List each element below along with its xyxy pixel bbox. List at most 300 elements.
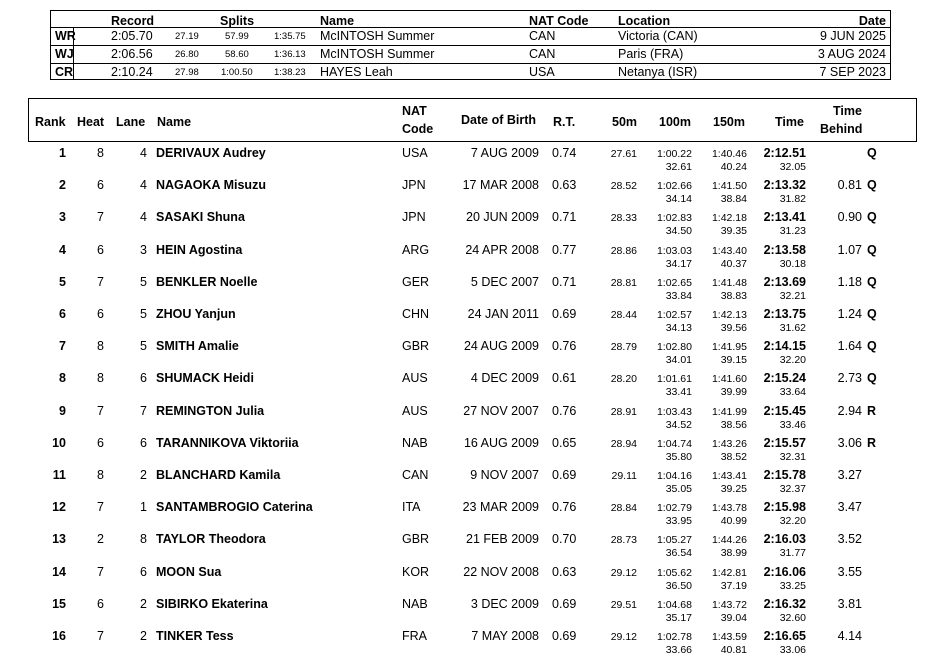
result-rank: 5 (59, 274, 66, 289)
record-split-50: 26.80 (175, 49, 199, 60)
result-split-100: 1:02.57 (656, 309, 692, 321)
result-split-50: 28.73 (610, 534, 637, 547)
result-reaction-time: 0.61 (552, 371, 577, 386)
result-nat: USA (402, 146, 428, 160)
record-row-wj (51, 46, 890, 63)
result-split-100: 1:05.27 (656, 534, 692, 547)
result-nat: JPN (402, 178, 426, 193)
result-final-time: 2:16.65 (763, 629, 806, 643)
result-name: TINKER Tess (156, 629, 234, 643)
result-split-50: 28.91 (610, 405, 637, 418)
header-lane: Lane (116, 115, 146, 129)
header-rank: Rank (35, 115, 66, 129)
result-split-150: 1:41.48 (711, 276, 747, 289)
result-rank: 16 (52, 629, 66, 643)
record-split-100: 58.60 (225, 49, 249, 60)
result-heat: 8 (97, 339, 104, 354)
result-rank: 2 (59, 178, 66, 193)
result-split-50: 28.52 (610, 180, 637, 193)
result-lane: 2 (140, 629, 147, 643)
result-dob: 27 NOV 2007 (463, 403, 539, 418)
result-split-100: 1:00.22 (656, 148, 692, 160)
records-table (50, 10, 891, 80)
result-diff-100: 34.01 (665, 354, 692, 367)
result-rank: 8 (59, 371, 66, 386)
result-time-behind: 0.90 (837, 210, 862, 225)
result-reaction-time: 0.70 (552, 532, 577, 547)
record-date: 3 AUG 2024 (817, 47, 886, 61)
result-lane: 2 (140, 468, 147, 482)
result-qualification: R (867, 435, 877, 450)
result-diff-100: 33.66 (665, 644, 692, 656)
result-heat: 6 (97, 307, 104, 321)
records-header-location: Location (618, 14, 671, 28)
result-nat: NAB (402, 596, 428, 611)
result-dob: 17 MAR 2008 (462, 178, 539, 193)
record-row-wr (51, 28, 890, 45)
result-split-150: 1:43.40 (711, 244, 747, 257)
result-name: TAYLOR Theodora (156, 532, 266, 547)
result-heat: 6 (97, 242, 104, 257)
result-diff-200: 32.20 (779, 515, 806, 528)
result-heat: 2 (97, 532, 104, 547)
result-heat: 8 (97, 468, 104, 482)
record-holder: McINTOSH Summer (320, 47, 435, 61)
header-150m: 150m (713, 115, 745, 129)
result-diff-150: 40.37 (720, 257, 747, 270)
result-nat: JPN (402, 210, 426, 225)
record-nat: USA (529, 65, 555, 79)
record-nat: CAN (529, 47, 556, 61)
result-qualification: Q (867, 371, 877, 386)
result-split-50: 28.86 (610, 244, 637, 257)
result-final-time: 2:13.41 (763, 210, 806, 225)
result-split-150: 1:42.13 (711, 309, 747, 321)
result-lane: 1 (140, 500, 147, 515)
result-row (0, 306, 950, 338)
result-diff-100: 34.17 (665, 257, 692, 270)
result-qualification: Q (867, 242, 877, 257)
result-split-50: 29.11 (611, 470, 637, 482)
header-time: Time (775, 115, 804, 129)
result-rank: 11 (52, 468, 66, 482)
result-heat: 6 (97, 596, 104, 611)
result-final-time: 2:15.78 (763, 468, 806, 482)
result-diff-150: 38.99 (720, 547, 747, 560)
result-time-behind: 3.81 (837, 596, 862, 611)
result-split-100: 1:04.68 (656, 598, 692, 611)
result-diff-200: 32.37 (779, 483, 806, 495)
result-diff-150: 40.99 (720, 515, 747, 528)
result-final-time: 2:15.45 (763, 403, 806, 418)
result-time-behind: 1.64 (837, 339, 862, 354)
result-split-50: 28.20 (610, 373, 637, 386)
result-split-100: 1:02.65 (656, 276, 692, 289)
record-holder: McINTOSH Summer (320, 29, 435, 43)
result-heat: 7 (97, 403, 104, 418)
result-nat: CAN (402, 468, 429, 482)
record-split-50: 27.98 (175, 67, 199, 78)
record-split-50: 27.19 (175, 31, 199, 42)
result-split-150: 1:43.26 (711, 437, 747, 450)
result-diff-200: 30.18 (779, 257, 806, 270)
result-dob: 5 DEC 2007 (470, 274, 539, 289)
record-split-100: 1:00.50 (221, 67, 253, 78)
result-heat: 8 (97, 146, 104, 160)
result-lane: 5 (140, 307, 147, 321)
result-row (0, 596, 950, 628)
result-split-100: 1:02.79 (656, 502, 692, 515)
result-diff-200: 33.64 (779, 386, 806, 399)
result-nat: ITA (402, 500, 421, 515)
result-name: SIBIRKO Ekaterina (156, 596, 268, 611)
result-split-50: 27.61 (610, 148, 637, 160)
result-nat: FRA (402, 629, 427, 643)
result-diff-100: 35.80 (665, 450, 692, 463)
result-diff-200: 31.77 (779, 547, 806, 560)
records-header-nat: NAT Code (529, 14, 589, 28)
result-nat: NAB (402, 435, 428, 450)
result-name: BLANCHARD Kamila (156, 468, 281, 482)
result-diff-200: 31.23 (779, 225, 806, 238)
result-split-100: 1:03.43 (656, 405, 692, 418)
result-heat: 7 (97, 274, 104, 289)
result-diff-150: 39.99 (720, 386, 747, 399)
result-name: SMITH Amalie (156, 339, 239, 354)
result-row (0, 242, 950, 274)
result-rank: 15 (52, 596, 66, 611)
result-split-150: 1:43.72 (711, 598, 747, 611)
result-split-150: 1:43.78 (711, 502, 747, 515)
result-diff-100: 35.05 (665, 483, 692, 495)
result-time-behind: 1.24 (837, 307, 862, 321)
result-rank: 12 (52, 500, 66, 515)
result-dob: 9 NOV 2007 (470, 468, 539, 482)
record-date: 7 SEP 2023 (819, 65, 886, 79)
result-dob: 22 NOV 2008 (463, 564, 539, 579)
results-header (28, 98, 917, 142)
header-nat-line2: Code (402, 122, 434, 136)
record-split-150: 1:35.75 (274, 31, 306, 42)
result-final-time: 2:12.51 (763, 146, 806, 160)
result-final-time: 2:15.24 (763, 371, 806, 386)
result-row (0, 145, 950, 177)
result-qualification: Q (867, 178, 877, 193)
result-diff-100: 34.13 (665, 322, 692, 334)
result-row (0, 338, 950, 370)
record-type: WJ (55, 47, 74, 61)
record-split-150: 1:36.13 (274, 49, 306, 60)
result-split-100: 1:02.78 (656, 631, 692, 643)
result-time-behind: 2.73 (837, 371, 862, 386)
record-nat: CAN (529, 29, 556, 43)
result-row (0, 564, 950, 596)
result-final-time: 2:14.15 (763, 339, 806, 354)
record-location: Netanya (ISR) (618, 65, 698, 79)
result-row (0, 628, 950, 660)
result-reaction-time: 0.71 (552, 210, 577, 225)
result-time-behind: 3.47 (837, 500, 862, 515)
header-behind-line2: Behind (820, 122, 863, 136)
result-split-150: 1:41.95 (711, 341, 747, 354)
result-lane: 4 (140, 210, 147, 225)
result-reaction-time: 0.77 (552, 242, 577, 257)
result-diff-200: 33.06 (779, 644, 806, 656)
result-qualification: Q (867, 146, 877, 160)
result-split-50: 29.12 (610, 631, 637, 643)
result-diff-200: 31.62 (779, 322, 806, 334)
result-reaction-time: 0.63 (552, 564, 577, 579)
result-lane: 4 (140, 178, 147, 193)
record-holder: HAYES Leah (320, 65, 393, 79)
result-dob: 16 AUG 2009 (463, 435, 539, 450)
result-nat: AUS (402, 371, 428, 386)
result-diff-100: 35.17 (665, 611, 692, 624)
result-lane: 3 (140, 242, 147, 257)
result-diff-150: 38.56 (720, 418, 747, 431)
result-diff-200: 32.21 (779, 289, 806, 302)
result-reaction-time: 0.69 (552, 596, 577, 611)
result-dob: 21 FEB 2009 (466, 532, 539, 547)
result-diff-100: 34.14 (665, 193, 692, 206)
result-heat: 6 (97, 178, 104, 193)
header-100m: 100m (659, 115, 691, 129)
result-rank: 1 (59, 146, 66, 160)
result-diff-100: 36.54 (665, 547, 692, 560)
result-name: SANTAMBROGIO Caterina (156, 500, 313, 515)
result-diff-100: 33.95 (665, 515, 692, 528)
result-rank: 9 (59, 403, 66, 418)
result-nat: GBR (402, 532, 430, 547)
result-split-150: 1:41.60 (711, 373, 747, 386)
result-lane: 8 (140, 532, 147, 547)
result-rank: 4 (59, 242, 66, 257)
result-split-150: 1:41.50 (711, 180, 747, 193)
result-rank: 14 (52, 564, 66, 579)
result-diff-200: 32.20 (779, 354, 806, 367)
result-diff-200: 33.25 (779, 579, 806, 592)
records-header-name: Name (320, 14, 355, 28)
result-nat: ARG (402, 242, 430, 257)
result-lane: 2 (140, 596, 147, 611)
result-heat: 7 (97, 210, 104, 225)
record-time: 2:05.70 (111, 29, 153, 43)
result-heat: 7 (97, 500, 104, 515)
result-heat: 7 (97, 564, 104, 579)
result-time-behind: 0.81 (837, 178, 862, 193)
result-reaction-time: 0.74 (552, 146, 577, 160)
header-50m: 50m (612, 115, 638, 129)
result-final-time: 2:13.75 (763, 307, 806, 321)
result-final-time: 2:13.32 (763, 178, 806, 193)
result-row (0, 467, 950, 499)
result-final-time: 2:13.58 (763, 242, 806, 257)
result-split-150: 1:41.99 (711, 405, 747, 418)
result-row (0, 177, 950, 209)
result-split-150: 1:42.18 (711, 212, 747, 225)
result-split-100: 1:02.83 (656, 212, 692, 225)
result-diff-150: 39.04 (720, 611, 747, 624)
record-row-cr (51, 64, 890, 81)
result-split-50: 28.44 (610, 309, 637, 321)
record-split-100: 57.99 (225, 31, 249, 42)
result-time-behind: 1.18 (837, 274, 862, 289)
result-time-behind: 2.94 (837, 403, 862, 418)
result-diff-200: 32.60 (779, 611, 806, 624)
result-diff-100: 36.50 (665, 579, 692, 592)
result-final-time: 2:15.57 (763, 435, 806, 450)
result-qualification: Q (867, 307, 877, 321)
result-diff-200: 32.31 (779, 450, 806, 463)
result-lane: 6 (140, 371, 147, 386)
result-diff-150: 38.52 (720, 450, 747, 463)
header-rt: R.T. (553, 115, 576, 129)
result-row (0, 209, 950, 241)
result-reaction-time: 0.76 (552, 500, 577, 515)
result-final-time: 2:13.69 (763, 274, 806, 289)
result-name: ZHOU Yanjun (156, 307, 236, 321)
result-split-150: 1:43.59 (711, 631, 747, 643)
result-diff-150: 38.84 (720, 193, 747, 206)
result-diff-200: 32.05 (779, 161, 806, 173)
result-row (0, 274, 950, 306)
result-split-150: 1:40.46 (711, 148, 747, 160)
result-nat: GBR (402, 339, 430, 354)
result-dob: 3 DEC 2009 (470, 596, 539, 611)
result-lane: 6 (140, 435, 147, 450)
result-name: DERIVAUX Audrey (156, 146, 266, 160)
result-dob: 23 MAR 2009 (462, 500, 539, 515)
result-time-behind: 3.06 (837, 435, 862, 450)
result-final-time: 2:16.03 (763, 532, 806, 547)
result-split-50: 29.51 (610, 598, 637, 611)
result-diff-150: 40.24 (720, 161, 747, 173)
header-dob: Date of Birth (461, 113, 536, 127)
result-final-time: 2:16.06 (763, 564, 806, 579)
result-name: BENKLER Noelle (156, 274, 258, 289)
result-reaction-time: 0.69 (552, 629, 577, 643)
record-type: CR (55, 65, 74, 79)
result-split-150: 1:43.41 (711, 470, 747, 482)
result-split-100: 1:04.74 (656, 437, 692, 450)
result-time-behind: 4.14 (837, 629, 862, 643)
record-date: 9 JUN 2025 (819, 29, 886, 43)
result-lane: 5 (140, 274, 147, 289)
result-split-50: 28.84 (610, 502, 637, 515)
result-split-150: 1:42.81 (711, 566, 747, 579)
result-time-behind: 3.52 (837, 532, 862, 547)
header-heat: Heat (77, 115, 105, 129)
result-diff-150: 40.81 (720, 644, 747, 656)
result-dob: 24 APR 2008 (465, 242, 539, 257)
result-diff-100: 33.41 (665, 386, 692, 399)
result-nat: GER (402, 274, 430, 289)
result-split-50: 29.12 (610, 566, 637, 579)
result-dob: 7 AUG 2009 (470, 146, 539, 160)
result-diff-150: 39.35 (720, 225, 747, 238)
result-split-100: 1:03.03 (656, 244, 692, 257)
result-row (0, 531, 950, 563)
result-lane: 5 (140, 339, 147, 354)
result-split-100: 1:02.80 (656, 341, 692, 354)
result-dob: 24 AUG 2009 (463, 339, 539, 354)
result-split-50: 28.33 (610, 212, 637, 225)
result-name: NAGAOKA Misuzu (156, 178, 266, 193)
result-nat: CHN (402, 307, 430, 321)
result-row (0, 403, 950, 435)
result-nat: AUS (402, 403, 428, 418)
result-rank: 3 (59, 210, 66, 225)
result-reaction-time: 0.69 (552, 307, 577, 321)
result-split-150: 1:44.26 (711, 534, 747, 547)
result-name: MOON Sua (156, 564, 222, 579)
result-diff-150: 37.19 (720, 579, 747, 592)
record-time: 2:06.56 (111, 47, 153, 61)
result-split-100: 1:01.61 (656, 373, 692, 386)
result-lane: 7 (140, 403, 147, 418)
result-final-time: 2:16.32 (763, 596, 806, 611)
result-rank: 6 (59, 307, 66, 321)
records-header-record: Record (111, 14, 155, 28)
record-split-150: 1:38.23 (274, 67, 306, 78)
result-row (0, 499, 950, 531)
result-dob: 4 DEC 2009 (470, 371, 539, 386)
result-diff-150: 38.83 (720, 289, 747, 302)
result-reaction-time: 0.71 (552, 274, 577, 289)
record-location: Paris (FRA) (618, 47, 684, 61)
result-heat: 8 (97, 371, 104, 386)
result-split-50: 28.81 (610, 276, 637, 289)
result-qualification: Q (867, 274, 877, 289)
result-name: TARANNIKOVA Viktoriia (156, 435, 299, 450)
result-lane: 4 (140, 146, 147, 160)
result-time-behind: 3.27 (837, 468, 862, 482)
result-reaction-time: 0.69 (552, 468, 577, 482)
result-time-behind: 3.55 (837, 564, 862, 579)
result-name: SASAKI Shuna (156, 210, 245, 225)
record-location: Victoria (CAN) (618, 29, 698, 43)
result-heat: 7 (97, 629, 104, 643)
result-split-100: 1:02.66 (656, 180, 692, 193)
result-reaction-time: 0.76 (552, 403, 577, 418)
result-rank: 13 (52, 532, 66, 547)
result-qualification: Q (867, 339, 877, 354)
record-time: 2:10.24 (111, 65, 153, 79)
result-diff-200: 31.82 (779, 193, 806, 206)
result-dob: 7 MAY 2008 (471, 629, 539, 643)
result-heat: 6 (97, 435, 104, 450)
result-name: REMINGTON Julia (156, 403, 265, 418)
result-reaction-time: 0.76 (552, 339, 577, 354)
result-diff-100: 34.52 (665, 418, 692, 431)
result-diff-200: 33.46 (779, 418, 806, 431)
result-dob: 20 JUN 2009 (466, 210, 539, 225)
records-header-splits: Splits (220, 14, 255, 28)
result-final-time: 2:15.98 (763, 500, 806, 515)
result-qualification: Q (867, 210, 877, 225)
records-header-date: Date (858, 14, 886, 28)
result-rank: 7 (59, 339, 66, 354)
result-diff-100: 32.61 (665, 161, 692, 173)
result-split-50: 28.79 (610, 341, 637, 354)
header-nat-line1: NAT (402, 104, 427, 118)
result-diff-100: 33.84 (665, 289, 692, 302)
result-row (0, 370, 950, 402)
result-time-behind: 1.07 (837, 242, 862, 257)
result-split-100: 1:04.16 (656, 470, 692, 482)
result-lane: 6 (140, 564, 147, 579)
result-qualification: R (867, 403, 877, 418)
